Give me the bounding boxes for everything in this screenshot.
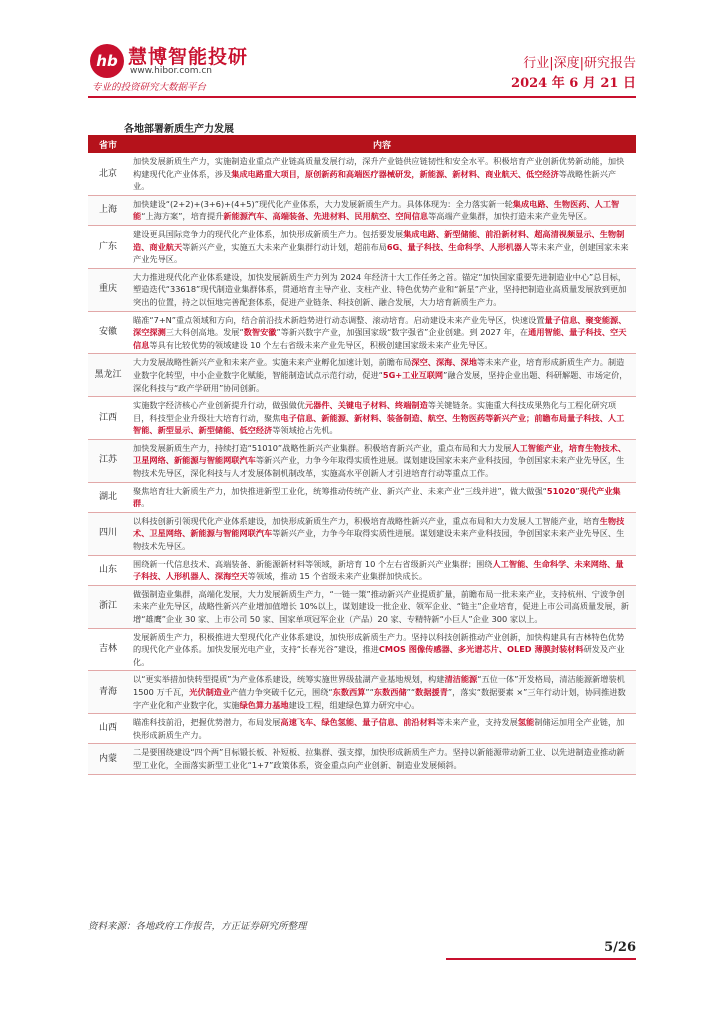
body-text: 制储运加用全产业链，加快形成新质生产力。 [133, 717, 625, 740]
body-text: 瞄准科技前沿，把握优势潜力，布局发展 [133, 717, 281, 728]
highlight-text: 集成电路、生物医药、人工智能 [133, 198, 620, 222]
body-text: 等未来产业，培育形成新质生产力。制造业数字化转型，中小企业数字化赋能，智能制造试点示范行动，促进“ [133, 357, 625, 380]
province-cell: 湖北 [88, 482, 128, 512]
body-text: ”融合发展，坚持企业出题、科研解题、市场定价，深化科技与“政产学研用”协同创新。 [133, 369, 628, 393]
province-cell: 江西 [88, 397, 128, 440]
body-text: ”“ [406, 686, 416, 697]
province-cell: 四川 [88, 512, 128, 555]
province-cell: 北京 [88, 153, 128, 195]
body-text: “五位一体”开发格局，清洁能源新增装机 1500 万千瓦， [133, 674, 625, 697]
province-cell: 黑龙江 [88, 354, 128, 397]
highlight-text: 通用智能、量子科技、空天信息 [133, 327, 627, 350]
source-note: 资料来源：各地政府工作报告，方正证券研究所整理 [88, 921, 307, 932]
highlight-text: 东数西算 [332, 686, 366, 697]
table-body [88, 153, 636, 774]
highlight-text: 6G、量子科技、生命科学、人形机器人 [386, 241, 531, 252]
table-row [88, 585, 636, 628]
highlight-text: 东数西储 [373, 686, 407, 697]
content-cell [128, 225, 636, 268]
highlight-text: 现代产业集群 [133, 485, 621, 509]
report-header [0, 0, 724, 112]
body-text: 大力推进现代化产业体系建设，加快发展新质生产力列为 2024 年经济十大工作任务之首。锚定“加快国家重要先进制造业中心”总目标，塑造迭代“33618”现代制造业集群体系，贯通培育主导产业、支柱产业、特色优势产业和“新星”产业，坚持把制造业高质量发展放到更加突出的位置，持之以恒地完善配套体系，促进产业链条、科技创新、融合发展，大力培育新质生产力。 [133, 271, 627, 307]
province-cell: 重庆 [88, 268, 128, 311]
body-text: 瞄准“7+N”重点领域和方向，结合前沿技术新趋势进行动态调整、滚动培育。启动建设未来产业先导区，快速设置 [133, 314, 545, 325]
logo-slogan: 专业的投资研究大数据平台 [92, 82, 207, 93]
hibor-logo-icon: hb [90, 44, 124, 78]
table-row [88, 714, 636, 744]
highlight-text: 电子信息、新能源、新材料、装备制造、航空、生物医药等新兴产业；前瞻布局 [280, 412, 567, 423]
table-row [88, 268, 636, 311]
body-text: 实施数字经济核心产业创新提升行动，做强做优 [133, 400, 305, 411]
body-text: 以“更实举措加快转型提质”为产业体系建设，统筹实施世界级盐湖产业基地规划，构建 [133, 674, 445, 685]
content-cell [128, 555, 636, 585]
body-text: 聚焦培育壮大新质生产力，加快推进新型工业化，统筹推动传统产业、新兴产业、未来产业“三线并进”，做大做强“ [133, 485, 547, 496]
body-text: ”等新兴数字产业，加强国家级“数字强省”企业创建。到 2027 年，在 [276, 327, 529, 338]
report-date: 2024 年 6 月 21 日 [511, 76, 636, 91]
body-text: 做强制造业集群，高端化发展，大力发展新质生产力，“一链一策”推动新兴产业提质扩量，前瞻布局一批未来产业，支持杭州、宁波争创未来产业先导区，战略性新兴产业增加值增长 10%以上，谋划建设一批企业、领军企业、“链主”企业培育，促进上市公司高质量发展，新增“雄鹰”企业 30 家、上市公司 50 家、国家单项冠军企业（产品）20 家、专精特新“小巨人”企业 300 家以上。 [133, 588, 629, 624]
body-text: 加快建设“(2+2)+(3+6)+(4+5)”现代化产业体系，大力发展新质生产力。具体体现为：全力落实新一轮 [133, 198, 513, 209]
highlight-text: 51020 [546, 485, 576, 496]
highlight-text: 5G+工业互联网 [382, 369, 444, 380]
highlight-text: 生物技术、卫星网络、新能源与智能网联汽车 [133, 515, 625, 539]
body-text: 研发及产业化。 [133, 644, 625, 667]
highlight-text: 光伏制造业 [189, 686, 231, 697]
body-text: 等未来产业，支持发展 [435, 717, 518, 728]
highlight-text: 高速飞车、绿色氢能、量子信息、前沿材料 [280, 717, 436, 728]
table-row [88, 354, 636, 397]
content-cell [128, 482, 636, 512]
highlight-text: 量子信息、聚变能源、深空探测 [133, 314, 627, 338]
body-text: 以科技创新引领现代化产业体系建设，加快形成新质生产力，积极培育战略性新兴产业，重点布局和大力发展人工智能产业，培育 [133, 515, 600, 526]
logo-url[interactable]: www.hibor.com.cn [130, 66, 213, 76]
body-text: 加快发展新质生产力，实施制造业重点产业链高质量发展行动，深升产业链供应链韧性和安全水平。积极培育产业创新优势新动能，加快构建现代化产业体系，涉及 [133, 156, 625, 179]
body-text: 等未来产业，创建国家未来产业先导区。 [133, 241, 629, 265]
highlight-text: 数据援青 [415, 686, 448, 697]
highlight-text: 清洁能源 [444, 674, 478, 685]
table-row [88, 153, 636, 195]
highlight-text: 量子科技、人工智能、新型显示、新型储能、低空经济 [133, 412, 625, 436]
body-text: 等战略性新兴产业。 [133, 168, 617, 192]
content-cell [128, 512, 636, 555]
highlight-text: 集成电路重大项目，原创新药和高端医疗器械研发，新能源、新材料、商业航天、低空经济 [231, 168, 559, 179]
content-cell [128, 195, 636, 225]
table-row [88, 671, 636, 714]
footer-divider [446, 958, 636, 960]
table-row [88, 744, 636, 774]
body-text: 等领域，推动 15 个省级未来产业集群加快成长。 [247, 571, 428, 582]
highlight-text: CMOS 图像传感器、多光谱芯片、OLED 薄膜封装材料 [378, 644, 584, 655]
body-text: 等关键链条。实施重大科技成果熟化与工程化研究项目，科技型企业升级壮大培育行动，聚焦 [133, 400, 617, 423]
content-cell [128, 153, 636, 195]
body-text: 加快发展新质生产力，持续打造“51010”战略性新兴产业集群。积极培育新兴产业，重点布局和大力发展 [133, 442, 512, 453]
content-cell [128, 585, 636, 628]
content-cell [128, 671, 636, 714]
province-cell: 吉林 [88, 628, 128, 671]
province-cell: 安徽 [88, 311, 128, 354]
body-text: ”“ [365, 686, 374, 697]
body-text: ” [575, 485, 580, 496]
body-text: 。 [141, 498, 150, 509]
body-text: 等领域抢占先机。 [272, 425, 338, 436]
province-cell: 上海 [88, 195, 128, 225]
table-header-row [88, 135, 636, 153]
province-cell: 山西 [88, 714, 128, 744]
highlight-text: 绿色算力基地 [239, 699, 289, 710]
content-cell [128, 744, 636, 774]
highlight-text: 人工智能产业，培育生物技术、卫星网络、新能源与智能网联汽车 [133, 442, 627, 466]
highlight-text: 新能源汽车、高端装备、先进材料、民用航空、空间信息 [223, 211, 429, 222]
content-cell [128, 439, 636, 482]
highlight-text: 数智安徽 [243, 327, 277, 338]
table-title: 各地部署新质生产力发展 [124, 124, 234, 135]
body-text: 建设工程，组建绿色算力研究中心。 [288, 699, 420, 710]
body-text: 发展新质生产力，积极推进大型现代化产业体系建设，加快形成新质生产力。坚持以科技创新推动产业创新，加快构建具有吉林特色优势的现代化产业体系。加快发展光电产业，支持“长春光谷”建设，推进 [133, 631, 625, 655]
content-cell [128, 628, 636, 671]
highlight-text: 元器件、关键电子材料、终端制造 [304, 400, 428, 411]
body-text: “上海方案”，培育提升 [141, 211, 224, 222]
content-cell [128, 714, 636, 744]
content-cell [128, 354, 636, 397]
header-divider [88, 96, 636, 98]
body-text: 产值力争突破千亿元，围绕“ [230, 686, 333, 697]
highlight-text: 氢能 [517, 717, 535, 728]
table-row [88, 397, 636, 440]
body-text: 等高端产业集群，加快打造未来产业先导区。 [428, 211, 592, 222]
logo-text: 慧博智能投研 [128, 46, 249, 68]
body-text: 建设更具国际竞争力的现代化产业体系，加快形成新质生产力。包括要发展 [133, 228, 404, 239]
highlight-text: 人工智能、生命科学、未来网络、量子科技、人形机器人、深海空天 [133, 558, 624, 582]
province-cell: 青海 [88, 671, 128, 714]
body-text: 二是要围绕建设“四个两”目标锻长板、补短板、拉集群、强支撑，加快形成新质生产力。坚持以新能源带动新工业、以先进制造业推动新型工业化，全面落实新型工业化“1+7”政策体系，资金重点向产业创新、制造业发展倾斜。 [133, 747, 625, 770]
content-cell [128, 311, 636, 354]
report-type: 行业|深度|研究报告 [523, 56, 636, 71]
table-row [88, 195, 636, 225]
column-header-content: 内容 [128, 135, 636, 153]
body-text: 三大科创高地。发展“ [165, 327, 244, 338]
page-number: 5/26 [604, 940, 636, 955]
table-row [88, 512, 636, 555]
province-cell: 广东 [88, 225, 128, 268]
table-row [88, 482, 636, 512]
column-header-province: 省市 [88, 135, 128, 153]
province-cell: 浙江 [88, 585, 128, 628]
body-text: ”，落实“数据要素 ×”三年行动计划，协同推进数字产业化和产业数字化，实施 [133, 686, 626, 710]
province-cell: 江苏 [88, 439, 128, 482]
highlight-text: 深空、深海、深地 [411, 357, 477, 368]
table-row [88, 225, 636, 268]
body-text: 围绕新一代信息技术、高端装备、新能源新材料等领域，新培育 10 个左右省级新兴产业集群；围绕 [133, 558, 493, 569]
content-cell [128, 268, 636, 311]
body-text: 大力发展战略性新兴产业和未来产业。实施未来产业孵化加速计划，前瞻布局 [133, 357, 412, 368]
table-row [88, 555, 636, 585]
table-row [88, 628, 636, 671]
province-policy-table [88, 135, 636, 775]
table-row [88, 311, 636, 354]
province-cell: 山东 [88, 555, 128, 585]
body-text: 等新兴产业，实施五大未来产业集群行动计划，超前布局 [182, 241, 387, 252]
body-text: 等具有比较优势的领域建设 10 个左右省级未来产业先导区，积极创建国家级未来产业先导区。 [149, 339, 493, 350]
highlight-text: 集成电路、新型储能、前沿新材料、超高清视频显示、生物制造、商业航天 [133, 228, 625, 252]
content-cell [128, 397, 636, 440]
body-text: 等新兴产业，力争今年取得实质性进展。谋划建设未来产业科技园，争创国家未来产业先导区、生物技术先导区。 [133, 528, 625, 552]
province-cell: 内蒙 [88, 744, 128, 774]
body-text: 等新兴产业，力争今年取得实质性进展。谋划建设国家未来产业科技园，争创国家未来产业先导区，生物技术先导区，深化科技与人才发展体制机制改革，实施高水平创新人才引进培育行动等重点工作。 [133, 455, 625, 479]
table-row [88, 439, 636, 482]
